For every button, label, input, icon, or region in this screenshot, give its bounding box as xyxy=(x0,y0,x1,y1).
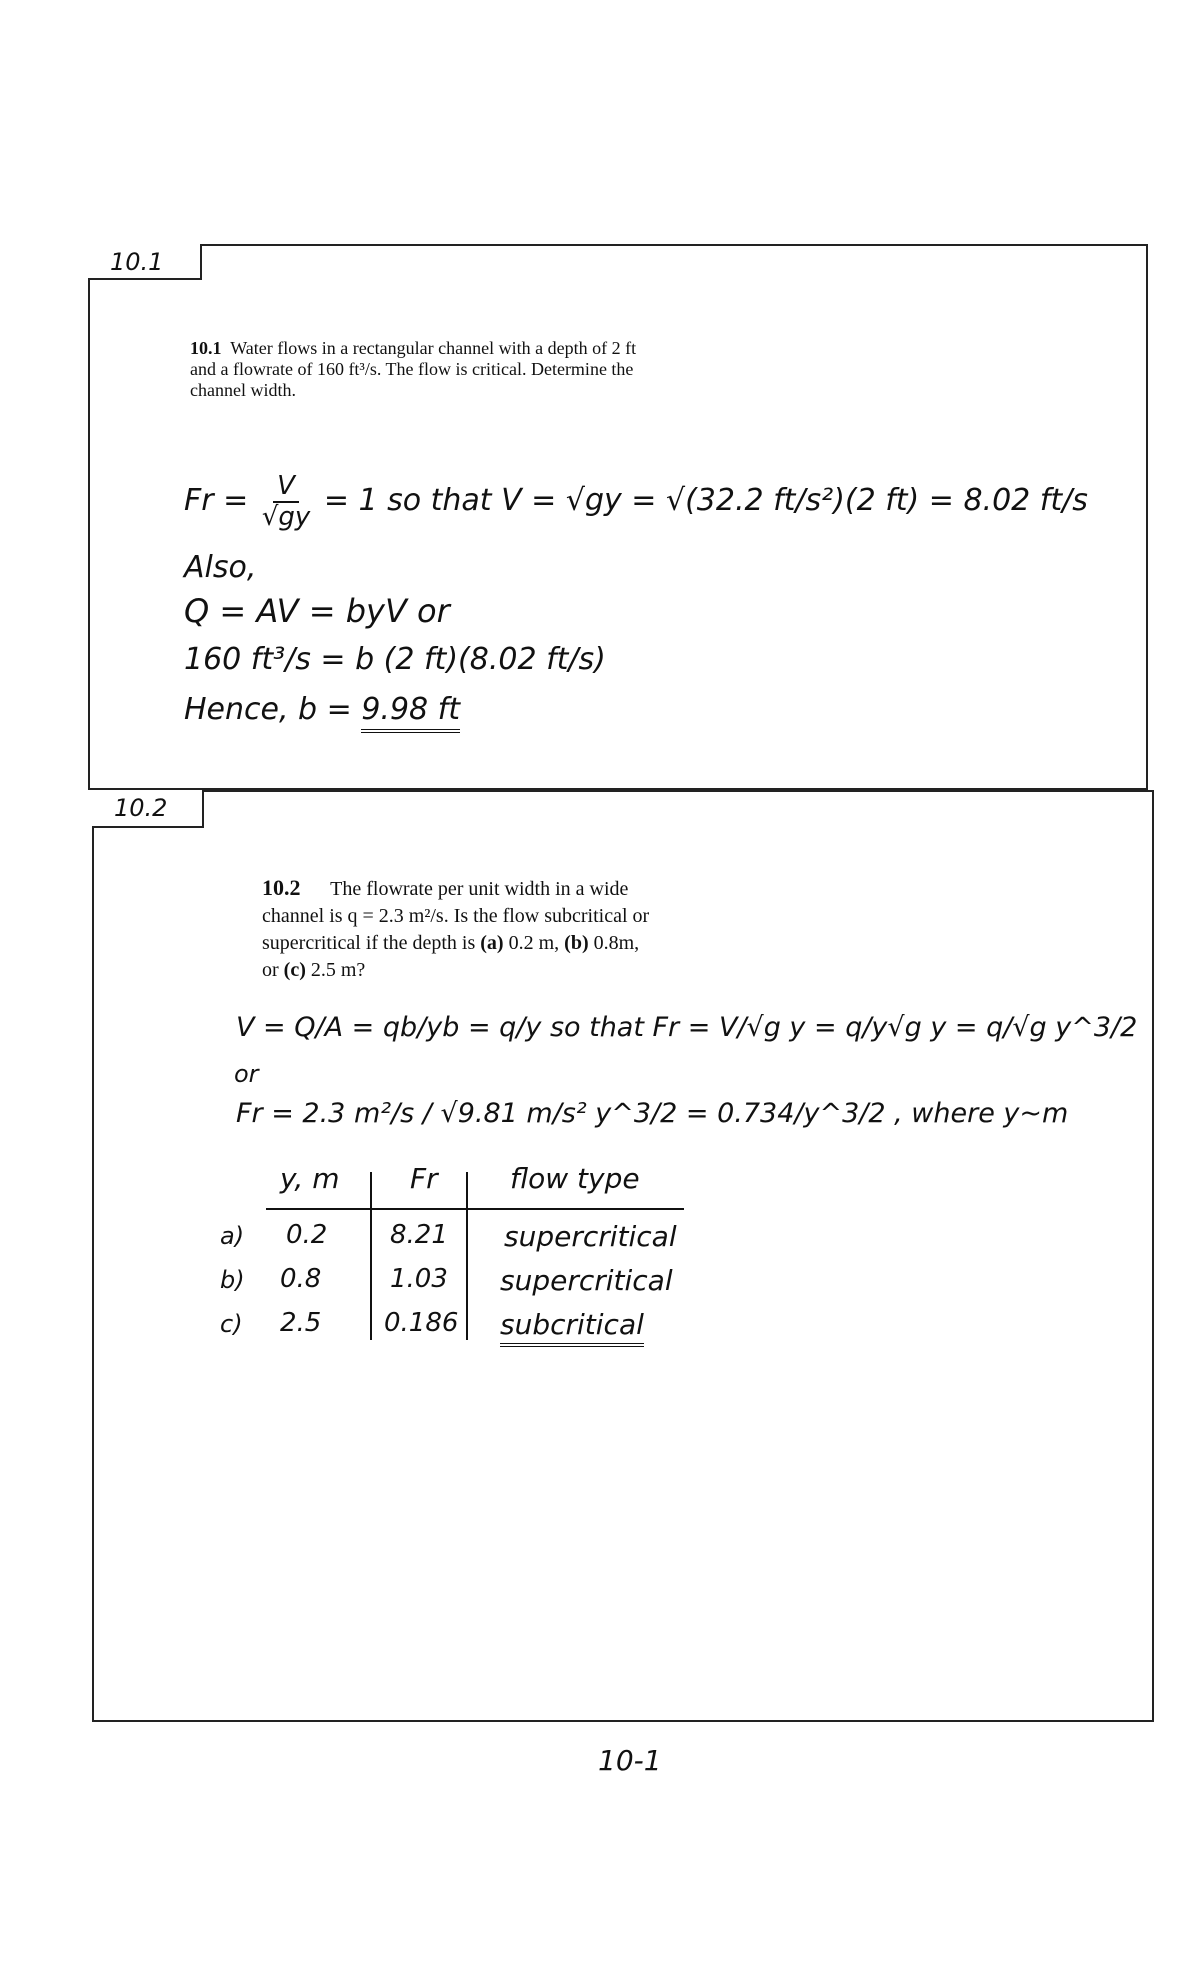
table-header: y, m xyxy=(280,1162,340,1195)
statement-line: channel is q = 2.3 m²/s. Is the flow subcritical or xyxy=(262,905,650,927)
table-header: Fr xyxy=(410,1162,438,1195)
flow-type-table xyxy=(220,1160,700,1350)
part-label: (b) xyxy=(564,932,589,954)
answer-value: 9.98 ft xyxy=(361,692,460,733)
statement-line: channel width. xyxy=(190,380,296,400)
statement-line: Water flows in a rectangular channel with a depth of 2 ft xyxy=(230,338,637,358)
table-cell: 0.2 xyxy=(286,1220,328,1250)
part-value: 2.5 m? xyxy=(310,959,366,981)
problem-10-1-statement xyxy=(190,338,636,401)
fraction xyxy=(258,472,314,531)
problem-number: 10.2 xyxy=(262,875,301,900)
numerator: V xyxy=(273,472,299,503)
table-header: flow type xyxy=(510,1162,640,1195)
equation-flowrate: Q = AV = byV or xyxy=(184,592,450,630)
table-cell: 0.8 xyxy=(280,1264,322,1294)
problem-10-2-tab: 10.2 xyxy=(92,790,204,828)
problem-number: 10.1 xyxy=(190,338,222,358)
hence-text: Hence, b = xyxy=(184,692,352,727)
also-text: Also, xyxy=(184,550,257,585)
statement-line: and a flowrate of 160 ft³/s. The flow is critical. Determine the xyxy=(190,359,634,379)
table-cell: supercritical xyxy=(500,1264,673,1297)
problem-10-2-statement xyxy=(262,874,649,984)
statement-line: supercritical if the depth is xyxy=(262,932,476,954)
eq-rest: = 1 so that V = √gy = √(32.2 ft/s²)(2 ft) = 8.02 ft/s xyxy=(323,483,1088,519)
denominator: √gy xyxy=(261,501,311,532)
page-number: 10-1 xyxy=(598,1744,662,1777)
table-cell: supercritical xyxy=(504,1220,677,1253)
table-column-rule xyxy=(370,1172,372,1340)
eq-lhs: Fr = xyxy=(184,483,249,519)
table-cell: 1.03 xyxy=(390,1264,448,1294)
table-row-label: c) xyxy=(220,1310,243,1338)
table-column-rule xyxy=(466,1172,468,1340)
equation-substitution: 160 ft³/s = b (2 ft)(8.02 ft/s) xyxy=(184,642,606,677)
problem-10-1-tab: 10.1 xyxy=(88,244,202,280)
part-value: 0.8m, xyxy=(593,932,640,954)
table-cell: 2.5 xyxy=(280,1308,322,1338)
or-text: or xyxy=(234,1060,259,1088)
part-label: (a) xyxy=(480,932,504,954)
table-header-rule xyxy=(266,1208,684,1210)
table-row-label: a) xyxy=(220,1222,245,1250)
equation-froude-depth: Fr = 2.3 m²/s / √9.81 m/s² y^3/2 = 0.734/y^3/2 , where y~m xyxy=(236,1098,1069,1129)
statement-line: or xyxy=(262,959,279,981)
part-value: 0.2 m, xyxy=(508,932,560,954)
answer-line xyxy=(184,692,460,727)
table-cell: 8.21 xyxy=(390,1220,448,1250)
statement-line: The flowrate per unit width in a wide xyxy=(330,878,629,900)
table-cell-answer: subcritical xyxy=(500,1308,644,1347)
equation-velocity-froude: V = Q/A = qb/yb = q/y so that Fr = V/√g y = q/y√g y = q/√g y^3/2 xyxy=(236,1012,1138,1043)
table-cell: 0.186 xyxy=(384,1308,459,1338)
part-label: (c) xyxy=(283,959,306,981)
table-row-label: b) xyxy=(220,1266,245,1294)
equation-froude-critical xyxy=(184,472,1088,531)
